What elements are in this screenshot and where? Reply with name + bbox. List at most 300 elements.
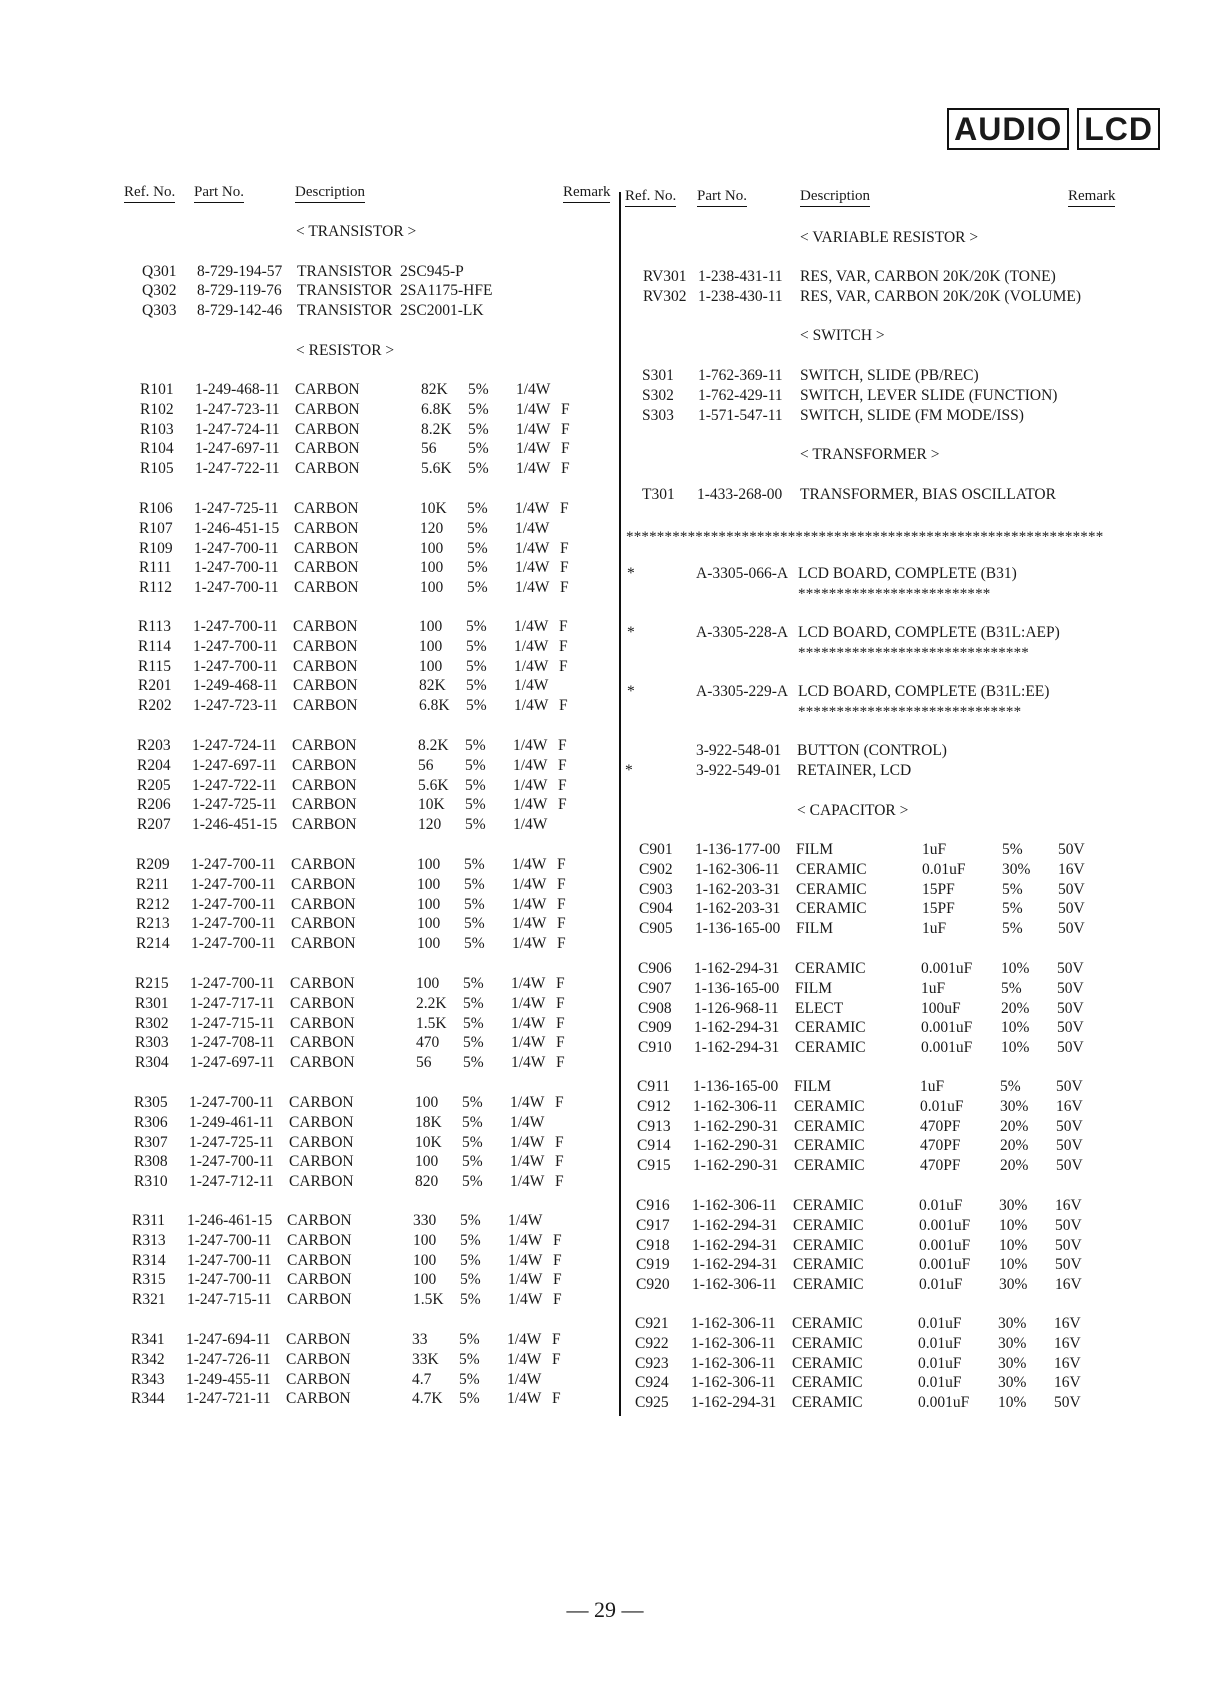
tolerance: 10% (998, 1394, 1027, 1412)
capacitor-row (0, 1394, 1210, 1414)
capacitance: 1uF (922, 841, 947, 858)
part-no: 1-247-697-11 (195, 440, 280, 458)
wattage: 1/4W (511, 1054, 546, 1072)
resistance: 5.6K (418, 776, 449, 794)
description: CARBON (291, 856, 356, 873)
tolerance: 5% (459, 1350, 480, 1368)
wattage: 1/4W (510, 1173, 545, 1191)
capacitance: 0.001uF (921, 960, 973, 977)
capacitor-row (0, 1039, 1210, 1059)
capacitor-row (0, 861, 1210, 881)
ref-no: C913 (637, 1117, 671, 1135)
part-no: 1-162-294-31 (694, 960, 780, 977)
voltage: 16V (1056, 1097, 1083, 1115)
ref-no: S303 (642, 407, 674, 424)
part-no: 1-247-722-11 (192, 776, 277, 794)
board-stars: ****************************** (798, 645, 1029, 661)
tolerance: 5% (463, 1034, 484, 1052)
voltage: 16V (1055, 1197, 1082, 1214)
part-no: 1-247-700-11 (191, 915, 276, 933)
description: CARBON (293, 657, 358, 675)
description-header: Description (800, 188, 870, 207)
tolerance: 5% (467, 539, 488, 557)
ref-no-header: Ref. No. (124, 184, 175, 203)
description: CARBON (294, 500, 359, 517)
tolerance: 5% (459, 1390, 480, 1408)
description: CERAMIC (792, 1334, 863, 1352)
remark-f: F (557, 915, 566, 933)
capacitance: 0.01uF (918, 1354, 962, 1372)
capacitor-row (0, 900, 1210, 920)
tolerance: 5% (1002, 841, 1023, 858)
ref-no-header: Ref. No. (625, 188, 676, 207)
description-header: Description (295, 184, 365, 203)
description: FILM (795, 979, 833, 997)
description: TRANSISTOR (297, 302, 393, 319)
description: CARBON (290, 1054, 355, 1072)
ref-no: R214 (136, 935, 170, 953)
part-no: 1-247-717-11 (190, 994, 275, 1012)
wattage: 1/4W (511, 975, 546, 992)
part-no-header: Part No. (194, 184, 244, 203)
wattage: 1/4W (516, 420, 551, 438)
capacitance: 470PF (920, 1137, 961, 1155)
description: CERAMIC (795, 1019, 866, 1037)
tolerance: 5% (459, 1331, 480, 1348)
wattage: 1/4W (512, 875, 547, 893)
resistance: 1.5K (413, 1291, 444, 1309)
remark-f: F (561, 440, 570, 458)
ref-no: Q303 (142, 302, 177, 319)
switch-row (0, 407, 1210, 427)
remark-f: F (555, 1153, 564, 1171)
resistance: 100 (415, 1094, 439, 1111)
part-no: 3-922-548-01 (696, 742, 782, 759)
capacitor-row (0, 1118, 1210, 1138)
wattage: 1/4W (510, 1153, 545, 1171)
resistance: 6.8K (421, 400, 452, 418)
ref-no: R105 (140, 460, 174, 478)
wattage: 1/4W (515, 559, 550, 577)
ref-no: R310 (134, 1173, 168, 1191)
part-no: 1-162-294-31 (691, 1394, 777, 1412)
misc-part-row (0, 742, 1210, 762)
tolerance: 5% (464, 895, 485, 913)
switch-row (0, 367, 1210, 387)
remark-f: F (552, 1390, 561, 1408)
capacitor-row (0, 1335, 1210, 1355)
description: TRANSISTOR (297, 263, 393, 280)
part-no: 1-247-697-11 (192, 756, 277, 774)
part-no: 1-249-461-11 (189, 1113, 274, 1131)
part-no: 8-729-142-46 (197, 302, 283, 319)
resistance: 100 (413, 1251, 437, 1269)
part-no: 1-249-468-11 (193, 677, 278, 695)
ref-no: C903 (639, 880, 673, 898)
part-no: 1-162-294-31 (694, 1019, 780, 1037)
voltage: 16V (1054, 1354, 1081, 1372)
description: CARBON (287, 1291, 352, 1309)
resistance: 100 (420, 559, 444, 577)
ref-no: R308 (134, 1153, 168, 1171)
description: CARBON (295, 460, 360, 478)
tolerance: 30% (998, 1315, 1027, 1332)
resistance: 56 (416, 1054, 432, 1072)
tolerance: 5% (460, 1212, 481, 1229)
remark-f: F (558, 776, 567, 794)
resistance: 8.2K (421, 420, 452, 438)
part-no: 1-136-177-00 (695, 841, 781, 858)
description: CARBON (292, 737, 357, 754)
remark-f: F (555, 1133, 564, 1151)
resistance: 100 (419, 657, 443, 675)
tolerance: 5% (465, 776, 486, 794)
part-no: 1-246-451-15 (192, 816, 278, 834)
description: RETAINER, LCD (797, 762, 912, 779)
tolerance: 5% (463, 975, 484, 992)
ref-no: C918 (636, 1236, 670, 1254)
part-no: 1-247-712-11 (189, 1173, 274, 1191)
wattage: 1/4W (512, 895, 547, 913)
tolerance: 5% (466, 657, 487, 675)
tolerance: 5% (468, 440, 489, 458)
remark-f: F (556, 1034, 565, 1052)
tolerance: 5% (463, 1054, 484, 1072)
tolerance: 5% (465, 816, 486, 834)
capacitance: 0.01uF (919, 1276, 963, 1294)
description: CARBON (295, 420, 360, 438)
capacitance: 470PF (920, 1117, 961, 1135)
part-no: 1-247-726-11 (186, 1350, 271, 1368)
description: CARBON (294, 539, 359, 557)
description: CERAMIC (794, 1097, 865, 1115)
tolerance: 5% (468, 381, 489, 398)
voltage: 16V (1055, 1276, 1082, 1294)
voltage: 50V (1057, 979, 1084, 997)
voltage: 50V (1057, 1039, 1084, 1057)
remark-f: F (557, 875, 566, 893)
tolerance: 10% (1001, 1019, 1030, 1037)
ref-no: C909 (638, 1019, 672, 1037)
variable-resistor-row (0, 268, 1210, 288)
part-no: 1-247-697-11 (190, 1054, 275, 1072)
description: BUTTON (CONTROL) (797, 742, 947, 759)
description: CARBON (295, 440, 360, 458)
capacitor-row (0, 1098, 1210, 1118)
part-no: 1-246-461-15 (187, 1212, 273, 1229)
part-no: 1-162-203-31 (695, 900, 781, 918)
tolerance: 5% (462, 1173, 483, 1191)
tolerance: 30% (998, 1334, 1027, 1352)
remark-f: F (561, 400, 570, 418)
tolerance: 30% (999, 1197, 1028, 1214)
ref-no: RV301 (643, 268, 687, 285)
part-no: 1-247-722-11 (195, 460, 280, 478)
part-no: 1-162-290-31 (693, 1157, 779, 1175)
tolerance: 5% (462, 1113, 483, 1131)
ref-no: S302 (642, 387, 674, 404)
resistance: 8.2K (418, 737, 449, 754)
capacitance: 15PF (922, 900, 955, 918)
part-no: A-3305-228-A (696, 624, 789, 641)
part-no: 1-247-724-11 (195, 420, 280, 438)
capacitance: 0.001uF (921, 1019, 973, 1037)
part-no: 1-433-268-00 (697, 486, 783, 503)
description: CARBON (294, 519, 359, 537)
ref-no: R321 (132, 1291, 166, 1309)
wattage: 1/4W (515, 519, 550, 537)
ref-no: R341 (131, 1331, 165, 1348)
voltage: 16V (1054, 1334, 1081, 1352)
tolerance: 5% (467, 579, 488, 597)
part-no: 1-136-165-00 (694, 979, 780, 997)
resistance: 100 (419, 618, 443, 635)
voltage: 16V (1058, 860, 1085, 878)
ref-no: R212 (136, 895, 170, 913)
wattage: 1/4W (513, 796, 548, 814)
remark-f: F (561, 420, 570, 438)
resistance: 100 (417, 895, 441, 913)
ref-no: R203 (137, 737, 171, 754)
ref-no: R343 (131, 1370, 165, 1388)
description: LCD BOARD, COMPLETE (B31L:AEP) (798, 624, 1060, 641)
voltage: 16V (1054, 1374, 1081, 1392)
description: CERAMIC (792, 1374, 863, 1392)
resistance: 100 (413, 1231, 437, 1249)
wattage: 1/4W (513, 737, 548, 754)
remark-f: F (557, 895, 566, 913)
part-no: 1-247-700-11 (191, 856, 276, 873)
tolerance: 5% (467, 519, 488, 537)
ref-no: C907 (638, 979, 672, 997)
ref-no: R301 (135, 994, 169, 1012)
description: CERAMIC (793, 1197, 864, 1214)
description: SWITCH, SLIDE (FM MODE/ISS) (800, 407, 1024, 424)
resistance: 100 (420, 579, 444, 597)
wattage: 1/4W (516, 400, 551, 418)
resistance: 2.2K (416, 994, 447, 1012)
misc-part-row (0, 762, 1210, 782)
remark-f: F (558, 737, 567, 754)
description: RES, VAR, CARBON 20K/20K (TONE) (800, 268, 1056, 285)
description: CARBON (290, 1034, 355, 1052)
part-no: 1-162-306-11 (691, 1315, 776, 1332)
tolerance: 5% (467, 500, 488, 517)
ref-no: C923 (635, 1354, 669, 1372)
description: CERAMIC (796, 900, 867, 918)
tolerance: 5% (1002, 920, 1023, 938)
capacitance: 0.001uF (921, 1039, 973, 1057)
voltage: 50V (1056, 1117, 1083, 1135)
resistance: 56 (421, 440, 437, 458)
description: CARBON (286, 1331, 351, 1348)
resistance: 1.5K (416, 1014, 447, 1032)
part-no: 8-729-119-76 (197, 282, 282, 299)
description: CERAMIC (795, 960, 866, 977)
section-transformer: < TRANSFORMER > (800, 446, 940, 463)
ref-no: C924 (635, 1374, 669, 1392)
page-number: — 29 — (566, 1597, 644, 1622)
lcd-badge: LCD (1077, 108, 1160, 150)
part-no: 1-162-294-31 (692, 1236, 778, 1254)
wattage: 1/4W (507, 1390, 542, 1408)
ref-no: C910 (638, 1039, 672, 1057)
type-value: 2SC2001-LK (400, 302, 484, 319)
ref-no: R315 (132, 1271, 166, 1289)
tolerance: 20% (1000, 1157, 1029, 1175)
ref-no: C914 (637, 1137, 671, 1155)
transformer-row (0, 486, 1210, 506)
ref-no: R113 (138, 618, 172, 635)
capacitor-row (0, 1137, 1210, 1157)
ref-no: R344 (131, 1390, 165, 1408)
part-no: 1-571-547-11 (698, 407, 783, 424)
description: FILM (796, 920, 834, 938)
tolerance: 10% (999, 1216, 1028, 1234)
capacitance: 1uF (920, 1078, 945, 1095)
ref-no: R102 (140, 400, 174, 418)
wattage: 1/4W (507, 1350, 542, 1368)
description: CERAMIC (795, 1039, 866, 1057)
tolerance: 5% (462, 1133, 483, 1151)
tolerance: 5% (460, 1291, 481, 1309)
description: CARBON (293, 637, 358, 655)
description: CERAMIC (793, 1276, 864, 1294)
capacitor-row (0, 1276, 1210, 1296)
ref-no: C917 (636, 1216, 670, 1234)
remark-f: F (561, 460, 570, 478)
ref-no: R109 (139, 539, 173, 557)
description: CARBON (292, 756, 357, 774)
description: RES, VAR, CARBON 20K/20K (VOLUME) (800, 288, 1082, 305)
resistance: 18K (415, 1113, 442, 1131)
resistance: 100 (417, 915, 441, 933)
part-no: 1-162-306-11 (695, 860, 780, 878)
remark-f: F (558, 756, 567, 774)
part-no: 1-247-700-11 (190, 975, 275, 992)
part-no: 1-247-708-11 (190, 1034, 275, 1052)
part-no: 3-922-549-01 (696, 762, 782, 779)
capacitor-row (0, 1019, 1210, 1039)
ref-no: C906 (638, 960, 672, 977)
wattage: 1/4W (512, 915, 547, 933)
part-no: 1-126-968-11 (694, 999, 779, 1017)
description: CARBON (289, 1133, 354, 1151)
part-no: A-3305-229-A (696, 683, 789, 700)
capacitor-row (0, 1374, 1210, 1394)
section-variable-resistor: < VARIABLE RESISTOR > (800, 229, 979, 246)
tolerance: 20% (1000, 1137, 1029, 1155)
description: CARBON (291, 915, 356, 933)
part-no: 1-162-306-11 (693, 1097, 778, 1115)
ref-no: R202 (138, 697, 172, 715)
ref-no: R306 (134, 1113, 168, 1131)
ref-no: R213 (136, 915, 170, 933)
part-no: 1-247-724-11 (192, 737, 277, 754)
tolerance: 20% (1000, 1117, 1029, 1135)
description: CARBON (292, 796, 357, 814)
ref-no: R211 (136, 875, 170, 893)
remark-f: F (555, 1173, 564, 1191)
voltage: 50V (1056, 1157, 1083, 1175)
description: LCD BOARD, COMPLETE (B31) (798, 565, 1017, 582)
wattage: 1/4W (512, 935, 547, 953)
tolerance: 5% (459, 1370, 480, 1388)
voltage: 50V (1054, 1394, 1081, 1412)
part-no: 1-247-725-11 (194, 500, 279, 517)
ref-no: R215 (135, 975, 169, 992)
resistance: 330 (413, 1212, 437, 1229)
tolerance: 5% (463, 1014, 484, 1032)
resistance: 10K (418, 796, 445, 814)
wattage: 1/4W (513, 816, 548, 834)
tolerance: 10% (999, 1236, 1028, 1254)
wattage: 1/4W (510, 1133, 545, 1151)
tolerance: 5% (462, 1094, 483, 1111)
part-no: 1-247-700-11 (193, 637, 278, 655)
description: CERAMIC (792, 1315, 863, 1332)
ref-no: R106 (139, 500, 173, 517)
tolerance: 5% (465, 796, 486, 814)
tolerance: 5% (1000, 1078, 1021, 1095)
part-no: 1-162-306-11 (691, 1354, 776, 1372)
wattage: 1/4W (514, 697, 549, 715)
section-transistor: < TRANSISTOR > (296, 223, 417, 240)
ref-no: R112 (139, 579, 173, 597)
description: CARBON (290, 994, 355, 1012)
description: CARBON (290, 975, 355, 992)
wattage: 1/4W (511, 994, 546, 1012)
wattage: 1/4W (514, 677, 549, 695)
wattage: 1/4W (515, 539, 550, 557)
resistance: 10K (420, 500, 447, 517)
board-row (0, 565, 1210, 585)
tolerance: 5% (466, 618, 487, 635)
tolerance: 5% (464, 935, 485, 953)
description: CARBON (286, 1370, 351, 1388)
remark-f: F (556, 1054, 565, 1072)
switch-row (0, 387, 1210, 407)
tolerance: 5% (464, 856, 485, 873)
remark-f: F (552, 1350, 561, 1368)
part-no: 1-162-290-31 (693, 1137, 779, 1155)
tolerance: 10% (1001, 1039, 1030, 1057)
capacitor-row (0, 841, 1210, 861)
part-no-header: Part No. (697, 188, 747, 207)
part-no: 8-729-194-57 (197, 263, 283, 280)
description: CARBON (287, 1231, 352, 1249)
description: CARBON (287, 1251, 352, 1269)
description: CARBON (291, 875, 356, 893)
board-row (0, 683, 1210, 703)
capacitance: 100uF (921, 999, 961, 1017)
part-no: 1-162-306-11 (691, 1334, 776, 1352)
remark-f: F (556, 975, 565, 992)
capacitance: 0.01uF (922, 860, 966, 878)
ref-no: R209 (136, 856, 170, 873)
tolerance: 30% (1000, 1097, 1029, 1115)
ref-no: R103 (140, 420, 174, 438)
ref-no: R307 (134, 1133, 168, 1151)
wattage: 1/4W (516, 381, 551, 398)
capacitance: 0.01uF (918, 1374, 962, 1392)
part-no: 1-247-700-11 (193, 657, 278, 675)
voltage: 50V (1056, 1137, 1083, 1155)
ref-no: R207 (137, 816, 171, 834)
resistance: 100 (415, 1153, 439, 1171)
part-no: 1-247-700-11 (187, 1251, 272, 1269)
part-no: 1-247-723-11 (195, 400, 280, 418)
